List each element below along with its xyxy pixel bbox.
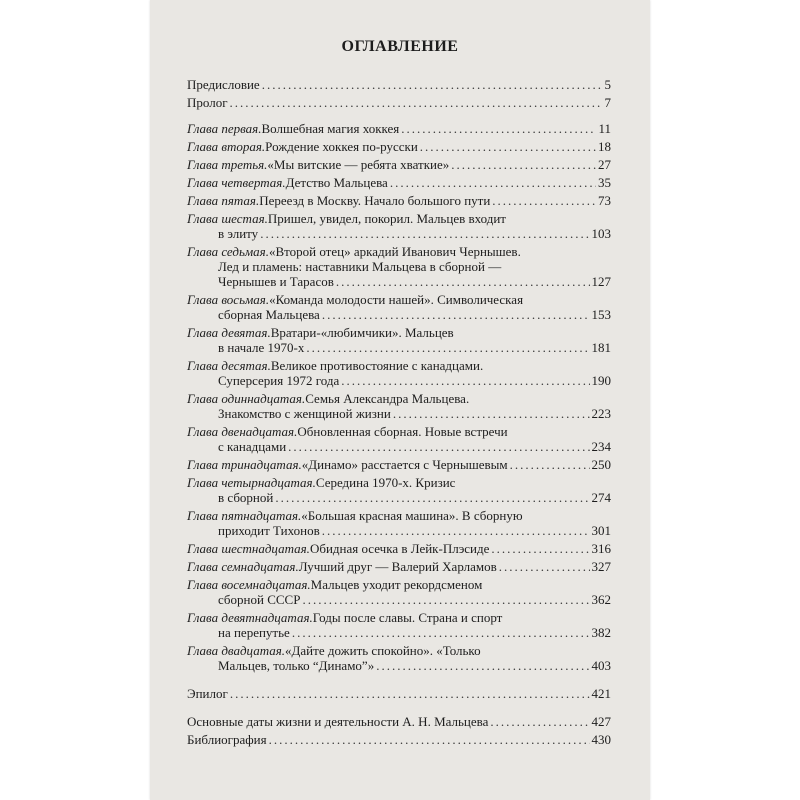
entry-title: с канадцами: [218, 439, 287, 454]
page-number: 362: [591, 592, 611, 607]
entry-line: [187, 406, 611, 421]
entry-title: Пришел, увидел, покорил. Мальцев входит: [267, 211, 506, 226]
entry-line: [187, 292, 611, 307]
toc-entry-chapter: [187, 193, 611, 208]
chapter-number: Глава шестая.: [187, 211, 268, 226]
chapter-number: Глава четвертая.: [187, 175, 286, 190]
book-page: [150, 0, 650, 800]
entry-line: [187, 307, 611, 322]
toc-entry-chapter: [187, 508, 611, 538]
chapter-number: Глава вторая.: [187, 139, 266, 154]
entry-line: [187, 490, 611, 505]
entry-title: на перепутье: [218, 625, 290, 640]
entry-title: Великое противостояние с канадцами.: [270, 358, 484, 373]
entry-line: [187, 391, 611, 406]
entry-title: Семья Александра Мальцева.: [305, 391, 470, 406]
toc-entry-chapter: [187, 139, 611, 154]
page-title: ОГЛАВЛЕНИЕ: [341, 38, 459, 55]
entry-line: [187, 592, 611, 607]
dot-leader: [510, 457, 590, 472]
toc-entry-chapter: [187, 577, 611, 607]
dot-leader: [341, 373, 589, 388]
page-number: 73: [598, 193, 611, 208]
entry-title: Середина 1970-х. Кризис: [315, 475, 456, 490]
toc-entry-chapter: [187, 391, 611, 421]
page-number: 27: [598, 157, 611, 172]
dot-leader: [376, 658, 589, 673]
page-number: 181: [591, 340, 611, 355]
entry-title: Обидная осечка в Лейк-Плэсиде: [309, 541, 490, 556]
entry-title: Вратари-«любимчики». Мальцев: [270, 325, 454, 340]
page-number: 430: [591, 732, 611, 747]
page-number: 421: [591, 686, 611, 701]
chapter-number: Глава девятая.: [187, 325, 271, 340]
entry-title: приходит Тихонов: [218, 523, 320, 538]
dot-leader: [288, 439, 589, 454]
entry-title: Суперсерия 1972 года: [218, 373, 340, 388]
toc-entry-front: [187, 77, 611, 92]
toc-entry-back: [187, 732, 611, 747]
chapter-number: Глава девятнадцатая.: [187, 610, 313, 625]
toc-entry-chapter: [187, 175, 611, 190]
page-number: 153: [591, 307, 611, 322]
chapter-number: Глава седьмая.: [187, 244, 269, 259]
entry-line: [187, 559, 611, 574]
entry-line: [187, 274, 611, 289]
entry-title: «Команда молодости нашей». Символическая: [269, 292, 524, 307]
entry-title: «Мы витские — ребята хваткие»: [267, 157, 450, 172]
chapter-number: Глава тринадцатая.: [187, 457, 302, 472]
chapter-number: Глава четырнадцатая.: [187, 475, 316, 490]
entry-title: в начале 1970-х: [218, 340, 305, 355]
dot-leader: [393, 406, 590, 421]
entry-title: Лед и пламень: наставники Мальцева в сборной —: [218, 259, 502, 274]
dot-leader: [401, 121, 596, 136]
dot-leader: [275, 490, 589, 505]
toc-entry-front: [187, 95, 611, 110]
entry-title: «Большая красная машина». В сборную: [301, 508, 523, 523]
entry-line: [187, 193, 611, 208]
entry-line: [187, 508, 611, 523]
entry-title: Библиография: [187, 732, 267, 747]
entry-title: Лучший друг — Валерий Харламов: [298, 559, 497, 574]
toc-entry-chapter: [187, 325, 611, 355]
page-number: 35: [598, 175, 611, 190]
entry-line: [187, 157, 611, 172]
dot-leader: [499, 559, 590, 574]
entry-line: [187, 732, 611, 747]
page-number: 403: [591, 658, 611, 673]
entry-title: Обновленная сборная. Новые встречи: [297, 424, 508, 439]
entry-title: Детство Мальцева: [285, 175, 388, 190]
chapter-number: Глава третья.: [187, 157, 268, 172]
dot-leader: [322, 307, 590, 322]
entry-line: [187, 226, 611, 241]
entry-title: Предисловие: [187, 77, 260, 92]
page-number: 316: [591, 541, 611, 556]
entry-line: [187, 77, 611, 92]
page-number: 11: [598, 121, 611, 136]
toc-entry-back: [187, 714, 611, 729]
toc-entry-chapter: [187, 457, 611, 472]
dot-leader: [336, 274, 590, 289]
entry-line: [187, 121, 611, 136]
entry-line: [187, 95, 611, 110]
chapter-number: Глава первая.: [187, 121, 262, 136]
dot-leader: [322, 523, 590, 538]
entry-line: [187, 139, 611, 154]
dot-leader: [269, 732, 590, 747]
entry-title: Рождение хоккея по-русски: [265, 139, 418, 154]
toc-entry-chapter: [187, 541, 611, 556]
toc-entry-chapter: [187, 211, 611, 241]
entry-line: [187, 439, 611, 454]
toc-entry-chapter: [187, 424, 611, 454]
dot-leader: [490, 714, 589, 729]
entry-title: Мальцев уходит рекордсменом: [310, 577, 483, 592]
page-number: 327: [591, 559, 611, 574]
dot-leader: [262, 77, 603, 92]
dot-leader: [306, 340, 589, 355]
entry-line: [187, 211, 611, 226]
chapter-number: Глава пятнадцатая.: [187, 508, 302, 523]
chapter-number: Глава восьмая.: [187, 292, 270, 307]
entry-title: Годы после славы. Страна и спорт: [312, 610, 503, 625]
chapter-number: Глава шестнадцатая.: [187, 541, 310, 556]
page-number: 301: [591, 523, 611, 538]
entry-title: «Динамо» расстается с Чернышевым: [301, 457, 508, 472]
dot-leader: [390, 175, 596, 190]
dot-leader: [292, 625, 590, 640]
entry-title: «Дайте дожить спокойно». «Только: [285, 643, 481, 658]
entry-line: [187, 259, 611, 274]
toc-entry-chapter: [187, 358, 611, 388]
entry-line: [187, 175, 611, 190]
dot-leader: [420, 139, 596, 154]
chapter-number: Глава двенадцатая.: [187, 424, 298, 439]
entry-title: «Второй отец» аркадий Иванович Чернышев.: [268, 244, 521, 259]
toc-entry-chapter: [187, 157, 611, 172]
toc-entry-chapter: [187, 121, 611, 136]
chapter-number: Глава одиннадцатая.: [187, 391, 306, 406]
entry-line: [187, 643, 611, 658]
page-number: 427: [591, 714, 611, 729]
entry-title: в элиту: [218, 226, 259, 241]
entry-line: [187, 373, 611, 388]
page-number: 190: [591, 373, 611, 388]
entry-title: Переезд в Москву. Начало большого пути: [259, 193, 491, 208]
dot-leader: [491, 541, 589, 556]
dot-leader: [451, 157, 596, 172]
chapter-number: Глава семнадцатая.: [187, 559, 299, 574]
chapter-number: Глава пятая.: [187, 193, 260, 208]
toc-entry-chapter: [187, 475, 611, 505]
page-number: 103: [591, 226, 611, 241]
entry-title: сборная Мальцева: [218, 307, 320, 322]
entry-line: [187, 244, 611, 259]
entry-line: [187, 457, 611, 472]
entry-line: [187, 714, 611, 729]
page-number: 223: [591, 406, 611, 421]
toc-entry-chapter: [187, 292, 611, 322]
dot-leader: [260, 226, 589, 241]
entry-line: [187, 610, 611, 625]
entry-line: [187, 658, 611, 673]
toc-entry-back: [187, 686, 611, 701]
entry-line: [187, 686, 611, 701]
entry-title: Знакомство с женщиной жизни: [218, 406, 391, 421]
dot-leader: [230, 686, 590, 701]
chapter-number: Глава двадцатая.: [187, 643, 286, 658]
entry-title: Чернышев и Тарасов: [218, 274, 334, 289]
entry-line: [187, 358, 611, 373]
entry-title: Основные даты жизни и деятельности А. Н. Мальцева: [187, 714, 489, 729]
entry-title: Пролог: [187, 95, 228, 110]
entry-line: [187, 424, 611, 439]
toc-entry-chapter: [187, 610, 611, 640]
entry-line: [187, 541, 611, 556]
page-number: 18: [598, 139, 611, 154]
entry-line: [187, 577, 611, 592]
page-number: 274: [591, 490, 611, 505]
dot-leader: [230, 95, 603, 110]
dot-leader: [492, 193, 596, 208]
entry-line: [187, 523, 611, 538]
entry-line: [187, 340, 611, 355]
toc-entry-chapter: [187, 643, 611, 673]
entry-title: Мальцев, только “Динамо”»: [218, 658, 375, 673]
page-number: 127: [591, 274, 611, 289]
toc-entry-chapter: [187, 244, 611, 289]
page-number: 5: [604, 77, 611, 92]
entry-title: Волшебная магия хоккея: [261, 121, 400, 136]
entry-line: [187, 625, 611, 640]
chapter-number: Глава восемнадцатая.: [187, 577, 311, 592]
toc-entry-chapter: [187, 559, 611, 574]
page-number: 234: [591, 439, 611, 454]
chapter-number: Глава десятая.: [187, 358, 271, 373]
entry-title: сборной СССР: [218, 592, 301, 607]
page-number: 382: [591, 625, 611, 640]
page-number: 250: [591, 457, 611, 472]
entry-title: Эпилог: [187, 686, 228, 701]
dot-leader: [302, 592, 589, 607]
entry-line: [187, 325, 611, 340]
page-number: 7: [604, 95, 611, 110]
entry-line: [187, 475, 611, 490]
entry-title: в сборной: [218, 490, 274, 505]
